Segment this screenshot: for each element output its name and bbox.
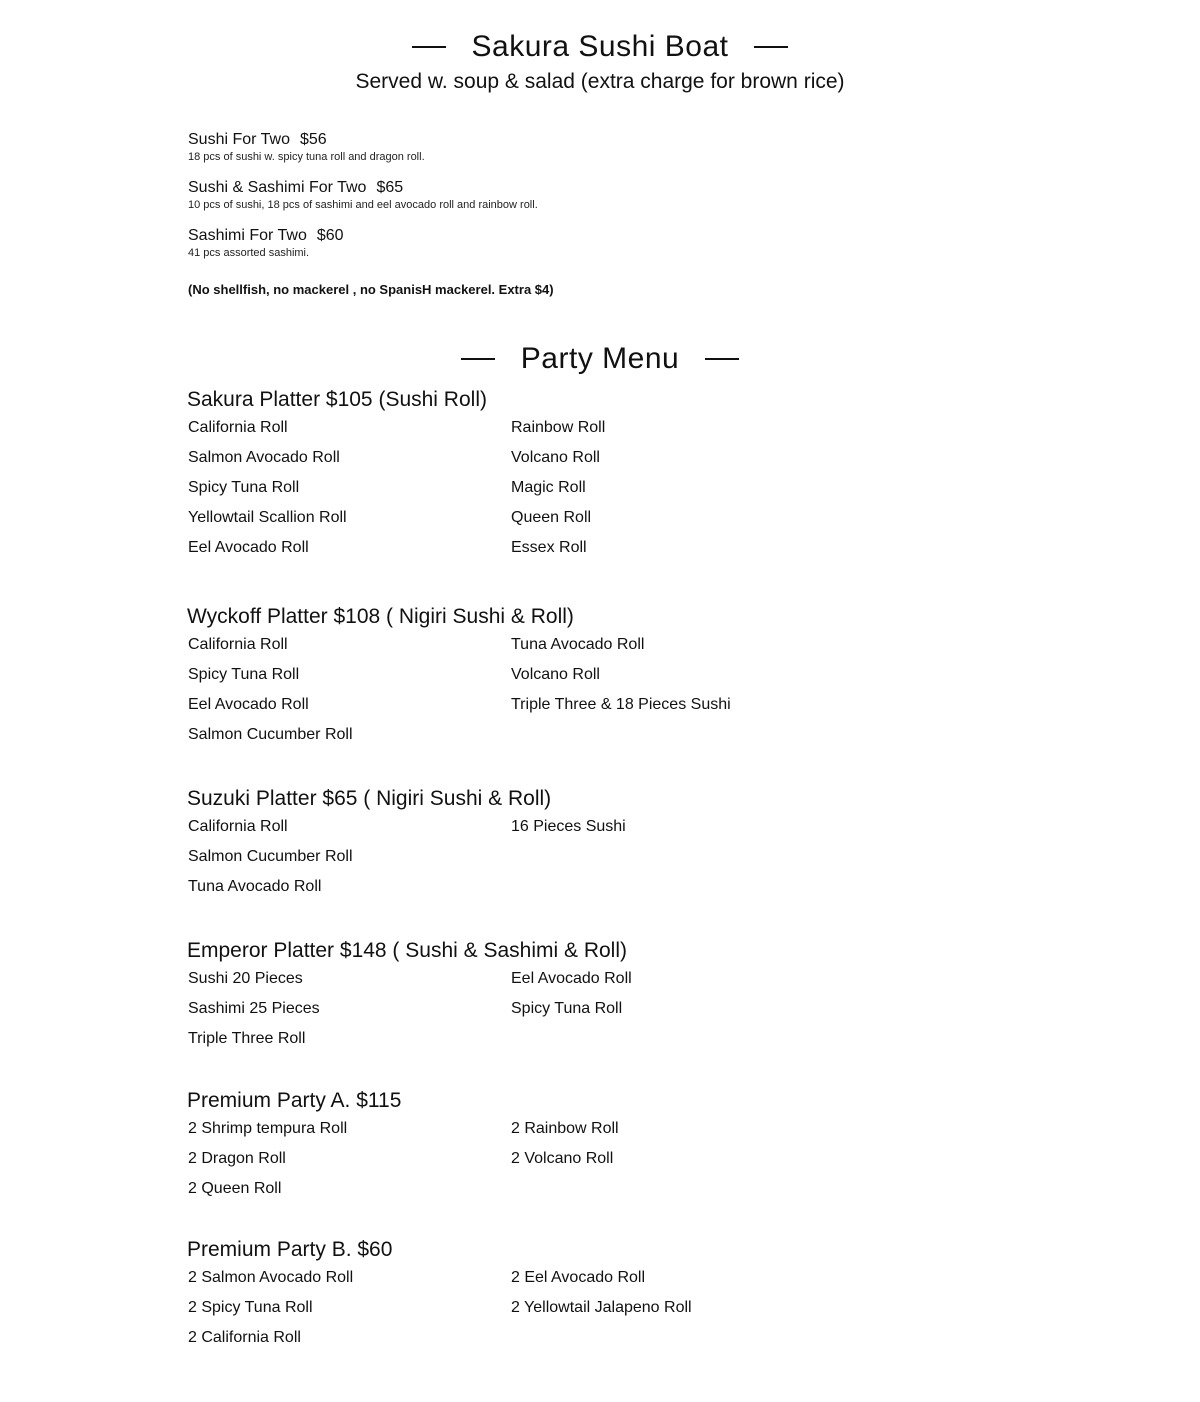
platter-wyckoff: [187, 605, 887, 756]
sushi-boat-heading: [0, 30, 1200, 64]
list-item: 2 Salmon Avocado Roll: [188, 1269, 354, 1286]
platter-items-right: [510, 1120, 833, 1210]
boat-item-description: 18 pcs of sushi w. spicy tuna roll and dragon roll.: [188, 151, 425, 163]
platter-items: [187, 970, 887, 1060]
list-item: Triple Three & 18 Pieces Sushi: [511, 696, 731, 713]
platter-items-right: [510, 818, 833, 908]
list-item: Spicy Tuna Roll: [511, 1000, 623, 1017]
sushi-boat-title: Sakura Sushi Boat: [471, 30, 729, 63]
party-menu-heading: [0, 342, 1200, 376]
list-item: Sashimi 25 Pieces: [188, 1000, 320, 1017]
platter-premium-b: [187, 1238, 887, 1359]
list-item: Yellowtail Scallion Roll: [188, 509, 347, 526]
list-item: 2 Rainbow Roll: [511, 1120, 619, 1137]
platter-items-right: [510, 419, 833, 569]
list-item: 2 Queen Roll: [188, 1180, 282, 1197]
platter-items-left: [187, 419, 510, 569]
platter-title: Sakura Platter $105 (Sushi Roll): [187, 388, 487, 411]
boat-note: (No shellfish, no mackerel , no SpanisH mackerel. Extra $4): [188, 282, 554, 297]
list-item: Sushi 20 Pieces: [188, 970, 303, 987]
list-item: 2 California Roll: [188, 1329, 301, 1346]
list-item: California Roll: [188, 818, 288, 835]
platter-title: Premium Party B. $60: [187, 1238, 393, 1261]
platter-items: [187, 818, 887, 908]
list-item: Tuna Avocado Roll: [511, 636, 645, 653]
list-item: Tuna Avocado Roll: [188, 878, 322, 895]
platter-items: [187, 1269, 887, 1359]
platter-premium-a: [187, 1089, 887, 1210]
boat-item-name: Sashimi For Two: [188, 227, 307, 244]
list-item: 2 Dragon Roll: [188, 1150, 286, 1167]
boat-item-description: 10 pcs of sushi, 18 pcs of sashimi and eel avocado roll and rainbow roll.: [188, 199, 538, 211]
list-item: Spicy Tuna Roll: [188, 479, 300, 496]
list-item: Eel Avocado Roll: [188, 696, 309, 713]
boat-item-price: $56: [299, 131, 327, 148]
platter-items-left: [187, 970, 510, 1060]
list-item: Spicy Tuna Roll: [188, 666, 300, 683]
list-item: Eel Avocado Roll: [188, 539, 309, 556]
platter-sakura: [187, 388, 887, 569]
platter-emperor: [187, 939, 887, 1060]
boat-item-name: Sushi For Two: [188, 131, 290, 148]
list-item: 2 Volcano Roll: [511, 1150, 614, 1167]
boat-item: [188, 227, 344, 260]
list-item: Magic Roll: [511, 479, 586, 496]
list-item: Triple Three Roll: [188, 1030, 306, 1047]
list-item: Volcano Roll: [511, 666, 600, 683]
platter-title: Suzuki Platter $65 ( Nigiri Sushi & Roll): [187, 787, 552, 810]
list-item: Salmon Cucumber Roll: [188, 848, 353, 865]
list-item: Eel Avocado Roll: [511, 970, 632, 987]
boat-item-price: $65: [376, 179, 404, 196]
boat-item: [188, 131, 425, 164]
platter-title: Emperor Platter $148 ( Sushi & Sashimi & Roll): [187, 939, 628, 962]
platter-items-left: [187, 1269, 510, 1359]
platter-suzuki: [187, 787, 887, 908]
boat-item-price: $60: [316, 227, 344, 244]
platter-items-right: [510, 1269, 833, 1359]
list-item: Salmon Cucumber Roll: [188, 726, 353, 743]
platter-items-left: [187, 636, 510, 756]
heading-dash-left: [461, 358, 495, 360]
platter-items: [187, 636, 887, 756]
boat-item-name: Sushi & Sashimi For Two: [188, 179, 367, 196]
list-item: 2 Spicy Tuna Roll: [188, 1299, 313, 1316]
heading-dash-right: [705, 358, 739, 360]
party-menu-title: Party Menu: [520, 342, 680, 375]
platter-items-right: [510, 636, 833, 756]
platter-items-right: [510, 970, 833, 1060]
boat-item: [188, 179, 538, 212]
platter-title: Premium Party A. $115: [187, 1089, 402, 1112]
heading-dash-left: [412, 46, 446, 48]
list-item: 2 Shrimp tempura Roll: [188, 1120, 348, 1137]
list-item: 2 Yellowtail Jalapeno Roll: [511, 1299, 692, 1316]
boat-item-name-line: [188, 179, 538, 197]
platter-items-left: [187, 818, 510, 908]
list-item: 2 Eel Avocado Roll: [511, 1269, 646, 1286]
list-item: Queen Roll: [511, 509, 592, 526]
platter-items: [187, 1120, 887, 1210]
platter-title: Wyckoff Platter $108 ( Nigiri Sushi & Roll): [187, 605, 574, 628]
list-item: California Roll: [188, 419, 288, 436]
list-item: 16 Pieces Sushi: [511, 818, 626, 835]
list-item: Essex Roll: [511, 539, 587, 556]
list-item: Salmon Avocado Roll: [188, 449, 340, 466]
platter-items: [187, 419, 887, 569]
sushi-boat-subtitle: Served w. soup & salad (extra charge for brown rice): [355, 70, 845, 93]
boat-item-name-line: [188, 131, 425, 149]
boat-item-name-line: [188, 227, 344, 245]
boat-item-description: 41 pcs assorted sashimi.: [188, 247, 310, 259]
list-item: Rainbow Roll: [511, 419, 606, 436]
list-item: Volcano Roll: [511, 449, 600, 466]
platter-items-left: [187, 1120, 510, 1210]
heading-dash-right: [754, 46, 788, 48]
list-item: California Roll: [188, 636, 288, 653]
